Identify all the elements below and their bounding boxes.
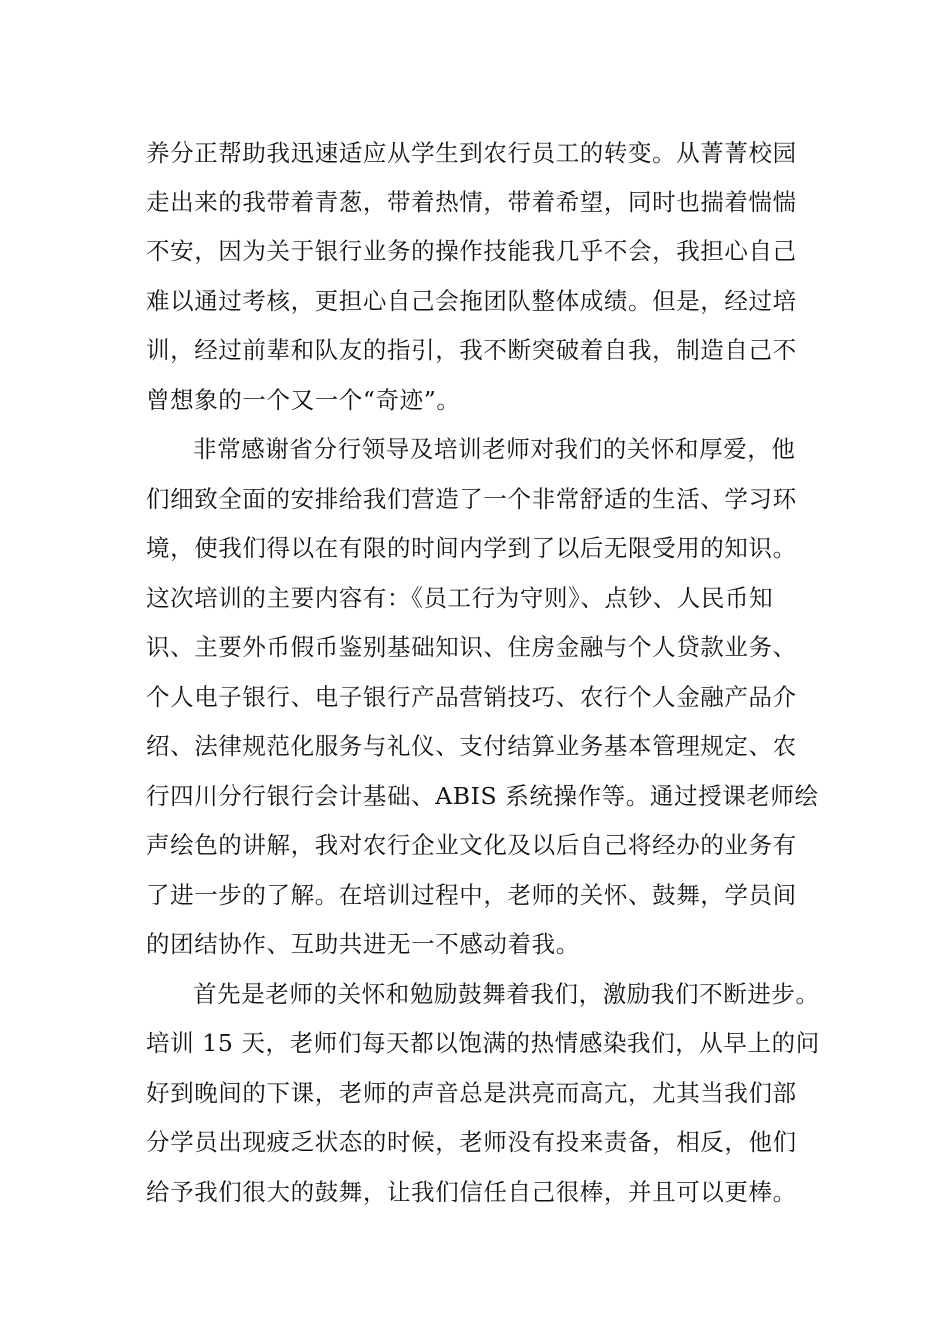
text-line: 的团结协作、互助共进无一不感动着我。 bbox=[146, 930, 580, 958]
text-line: 养分正帮助我迅速适应从学生到农行员工的转变。从菁菁校园 bbox=[146, 139, 797, 167]
text-line: 声绘色的讲解，我对农行企业文化及以后自己将经办的业务有 bbox=[146, 831, 797, 859]
text-line: 好到晚间的下课，老师的声音总是洪亮而高亢，尤其当我们部 bbox=[146, 1079, 797, 1107]
text-line: 境，使我们得以在有限的时间内学到了以后无限受用的知识。 bbox=[146, 534, 797, 562]
text-line: 们细致全面的安排给我们营造了一个非常舒适的生活、学习环 bbox=[146, 485, 797, 513]
text-line: 分学员出现疲乏状态的时候，老师没有投来责备，相反，他们 bbox=[146, 1128, 797, 1156]
text-line: 给予我们很大的鼓舞，让我们信任自己很棒，并且可以更棒。 bbox=[146, 1178, 797, 1206]
text-line: 训，经过前辈和队友的指引，我不断突破着自我，制造自己不 bbox=[146, 336, 797, 364]
text-line: 行四川分行银行会计基础、ABIS 系统操作等。通过授课老师绘 bbox=[146, 782, 819, 810]
text-line: 绍、法律规范化服务与礼仪、支付结算业务基本管理规定、农 bbox=[146, 732, 797, 760]
text-line: 不安，因为关于银行业务的操作技能我几乎不会，我担心自己 bbox=[146, 237, 797, 265]
text-line: 个人电子银行、电子银行产品营销技巧、农行个人金融产品介 bbox=[146, 683, 797, 711]
text-line: 培训 15 天，老师们每天都以饱满的热情感染我们，从早上的问 bbox=[146, 1029, 820, 1057]
paragraph-start-line: 首先是老师的关怀和勉励鼓舞着我们，激励我们不断进步。 bbox=[193, 980, 820, 1008]
text-line: 曾想象的一个又一个“奇迹”。 bbox=[146, 386, 461, 414]
text-line: 了进一步的了解。在培训过程中，老师的关怀、鼓舞，学员间 bbox=[146, 881, 797, 909]
text-line: 走出来的我带着青葱，带着热情，带着希望，同时也揣着惴惴 bbox=[146, 188, 797, 216]
text-line: 识、主要外币假币鉴别基础知识、住房金融与个人贷款业务、 bbox=[146, 633, 797, 661]
text-line: 难以通过考核，更担心自己会拖团队整体成绩。但是，经过培 bbox=[146, 287, 797, 315]
text-line: 这次培训的主要内容有：《员工行为守则》、点钞、人民币知 bbox=[146, 584, 774, 612]
paragraph-start-line: 非常感谢省分行领导及培训老师对我们的关怀和厚爱，他 bbox=[193, 435, 796, 463]
